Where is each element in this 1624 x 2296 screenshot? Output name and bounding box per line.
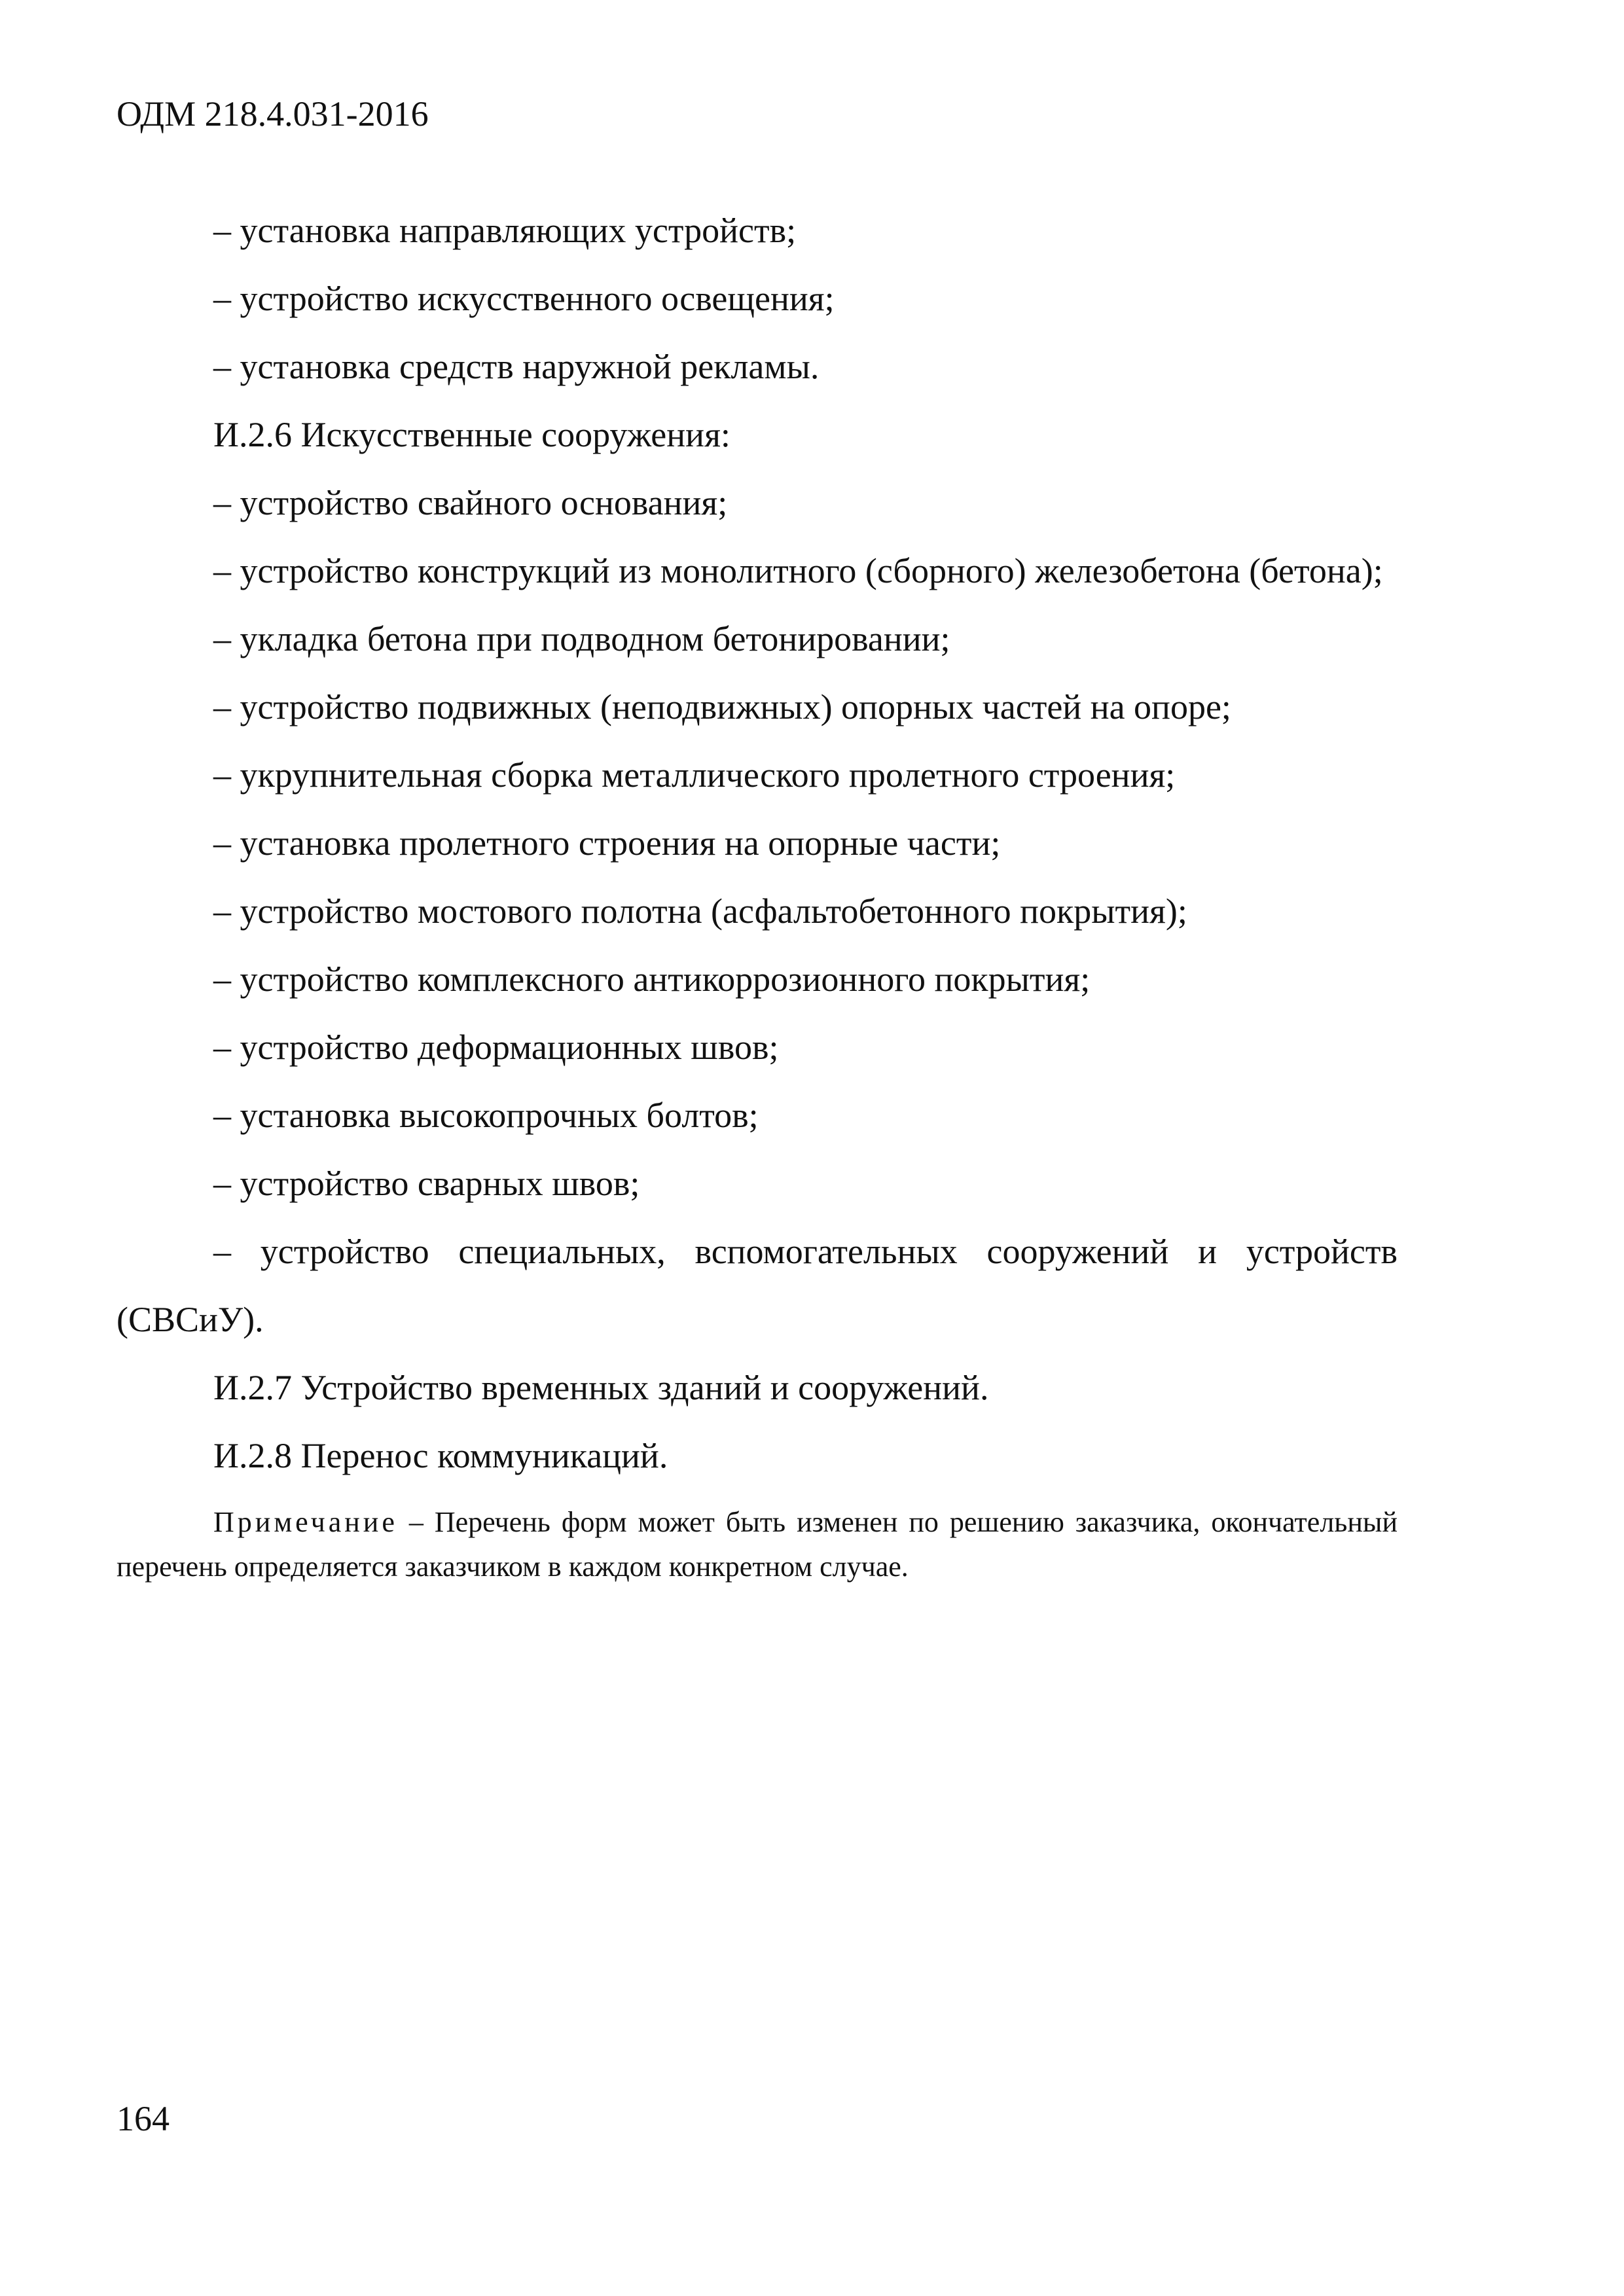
list-item: – устройство сварных швов; [213,1164,640,1203]
page-number: 164 [117,2099,170,2138]
note-text: – Перечень форм может быть изменен по решению заказчика, окончательный перечень определяется заказчиком в каждом конкретном случае. [117,1506,1398,1583]
list-item: – устройство деформационных швов; [213,1028,779,1067]
list-item: – устройство искусственного освещения; [213,279,835,318]
note-paragraph [117,1500,1398,1589]
list-item: – укладка бетона при подводном бетонировании; [213,619,950,658]
list-item: – устройство мостового полотна (асфальтобетонного покрытия); [213,891,1187,931]
list-item: – установка направляющих устройств; [213,211,797,250]
list-item: – устройство комплексного антикоррозионного покрытия; [213,960,1091,999]
section-heading-i-2-8: И.2.8 Перенос коммуникаций. [213,1436,668,1475]
list-item: – установка пролетного строения на опорные части; [213,823,1001,863]
document-code-header: ОДМ 218.4.031-2016 [117,94,429,134]
list-item: – устройство конструкций из монолитного (сборного) железобетона (бетона); [213,551,1383,590]
note-label: Примечание [213,1506,398,1538]
list-item: – установка средств наружной рекламы. [213,347,820,386]
section-heading-i-2-7: И.2.7 Устройство временных зданий и сооружений. [213,1368,989,1407]
list-item: – устройство подвижных (неподвижных) опорных частей на опоре; [213,687,1231,726]
list-item: – устройство специальных, вспомогательных сооружений и устройств (СВСиУ). [117,1232,1398,1339]
section-heading-i-2-6: И.2.6 Искусственные сооружения: [213,415,731,454]
list-item: – установка высокопрочных болтов; [213,1096,759,1135]
list-item: – укрупнительная сборка металлического пролетного строения; [213,755,1176,795]
document-body [117,196,1398,1589]
list-item: – устройство свайного основания; [213,483,728,522]
